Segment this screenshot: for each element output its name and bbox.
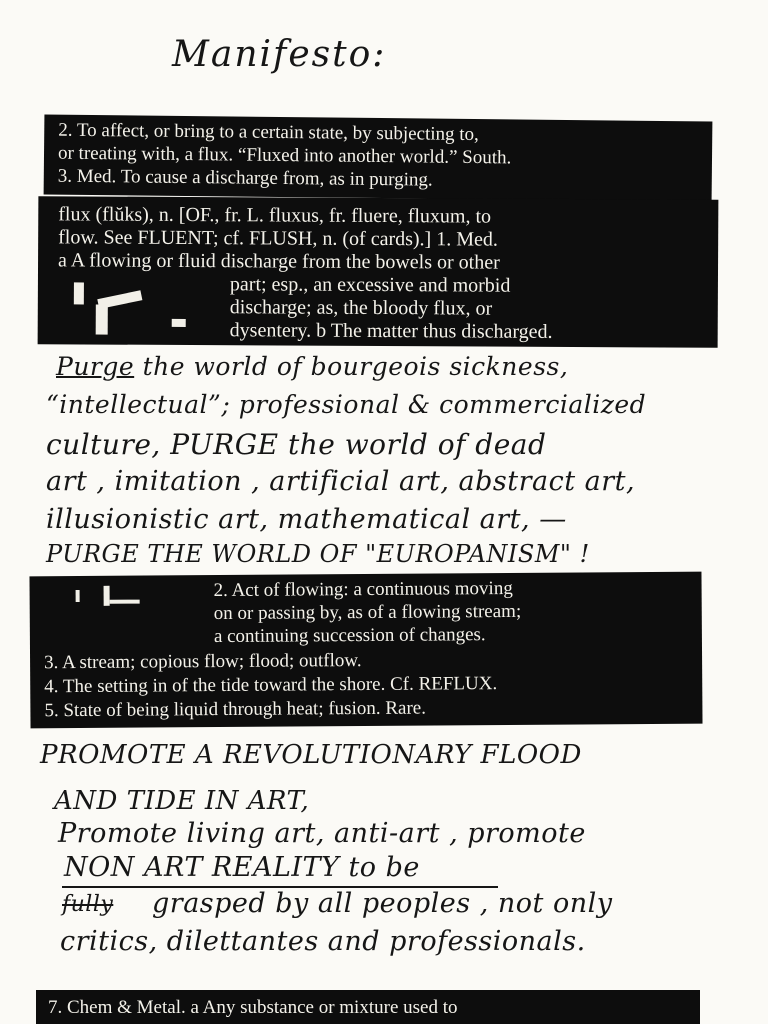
handwritten-line: NON ART REALITY to be xyxy=(64,852,420,883)
illustration-mark xyxy=(96,305,108,335)
handwritten-line: “intellectual”; professional & commercialized xyxy=(46,390,647,419)
handwritten-line: Promote living art, anti-art , promote xyxy=(58,818,586,849)
handwritten-line: critics, dilettantes and professionals. xyxy=(60,926,586,957)
handwritten-line xyxy=(56,352,568,381)
clipping-line: 3. A stream; copious flow; flood; outflow. xyxy=(44,650,362,674)
emphasized-word: Purge xyxy=(56,352,135,381)
handwritten-line: AND TIDE IN ART, xyxy=(54,786,310,816)
struck-word: fully xyxy=(62,892,114,917)
illustration-mark xyxy=(76,590,80,602)
clipping-line: discharge; as, the bloody flux, or xyxy=(229,296,493,320)
dictionary-clipping-bottom xyxy=(36,990,700,1024)
page-title: Manifesto: xyxy=(172,34,387,75)
handwritten-line: illusionistic art, mathematical art, — xyxy=(46,504,567,535)
clipping-line: on or passing by, as of a flowing stream; xyxy=(213,600,522,625)
handwritten-line: culture, PURGE the world of dead xyxy=(46,428,547,461)
dictionary-clipping-top xyxy=(44,115,713,202)
clipping-line: or treating with, a flux. “Fluxed into another world.” South. xyxy=(57,142,512,169)
handwritten-line: grasped by all peoples , not only xyxy=(152,888,613,919)
clipping-line: 7. Chem & Metal. a Any substance or mixture used to xyxy=(48,997,458,1018)
clipping-line: flux (flŭks), n. [OF., fr. L. fluxus, fr. fluere, fluxum, to xyxy=(58,203,492,228)
clipping-line: a A flowing or fluid discharge from the bowels or other xyxy=(57,249,500,274)
clipping-line: 2. Act of flowing: a continuous moving xyxy=(213,577,513,602)
handwritten-line: PROMOTE A REVOLUTIONARY FLOOD xyxy=(40,740,582,770)
clipping-line: 4. The setting in of the tide toward the shore. Cf. REFLUX. xyxy=(44,673,498,698)
handwritten-line: PURGE THE WORLD OF "EUROPANISM" ! xyxy=(46,540,590,568)
clipping-line: dysentery. b The matter thus discharged. xyxy=(229,319,553,343)
clipping-line: a continuing succession of changes. xyxy=(213,624,486,648)
clipping-line: flow. See FLUENT; cf. FLUSH, n. (of cards).] 1. Med. xyxy=(58,226,498,251)
illustration-mark xyxy=(74,282,84,304)
clipping-line: 2. To affect, or bring to a certain state, by subjecting to, xyxy=(58,119,479,146)
clipping-line: part; esp., an excessive and morbid xyxy=(229,273,511,297)
line-text: the world of bourgeois sickness, xyxy=(134,352,569,381)
clipping-line: 3. Med. To cause a discharge from, as in purging. xyxy=(57,165,433,191)
clipping-line: 5. State of being liquid through heat; fusion. Rare. xyxy=(44,697,426,722)
handwritten-line: art , imitation , artificial art, abstract art, xyxy=(46,466,636,497)
dictionary-clipping-flux xyxy=(38,196,719,348)
illustration-mark xyxy=(110,600,140,604)
illustration-mark xyxy=(172,319,186,327)
dictionary-clipping-middle xyxy=(29,572,702,729)
